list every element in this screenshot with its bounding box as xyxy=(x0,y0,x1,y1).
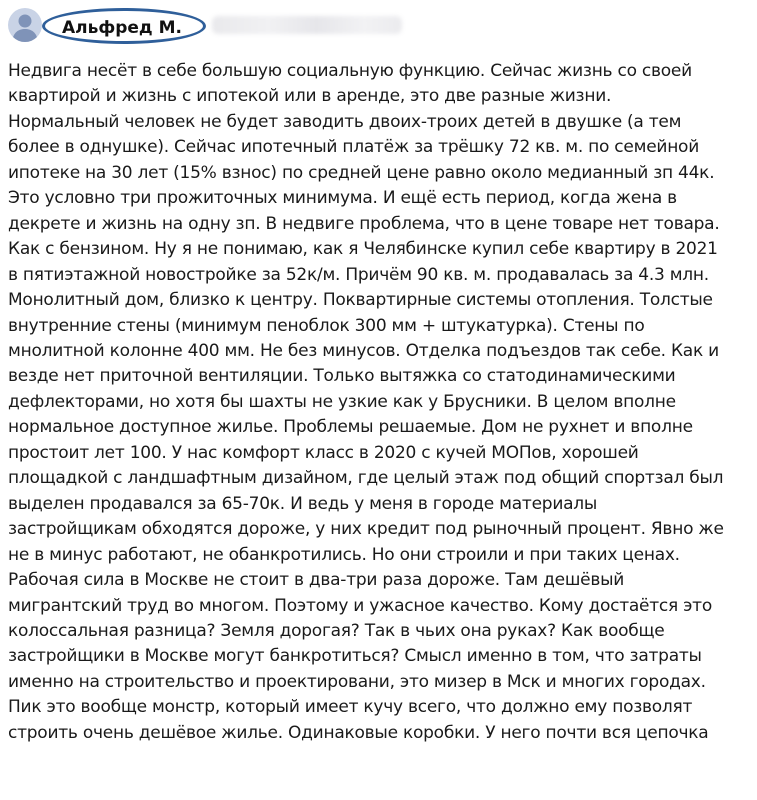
post-text-line: Пик это вообще монстр, который имеет кучу всего, что должно ему позволят xyxy=(8,697,693,718)
post-text-line: мигрантский труд во многом. Поэтому и ужасное качество. Кому достаётся это xyxy=(8,595,712,616)
post-text-line: нормальное доступное жилье. Проблемы решаемые. Дом не рухнет и вполне xyxy=(8,417,693,438)
author-name-highlight xyxy=(42,8,206,44)
post-text-line: застройщики в Москве могут банкротиться? Смысл именно в том, что затраты xyxy=(8,646,702,667)
post-text-line: внутренние стены (минимум пеноблок 300 мм + штукатурка). Стены по xyxy=(8,315,645,336)
post-text-line: более в однушке). Сейчас ипотечный платёж за трёшку 72 кв. м. по семейной xyxy=(8,137,700,158)
post-text-line: Как с бензином. Ну я не понимаю, как я Челябинске купил себе квартиру в 2021 xyxy=(8,239,718,260)
post-body xyxy=(8,59,757,746)
post-text-line: колоссальная разница? Земля дорогая? Так в чьих она руках? Как вообще xyxy=(8,620,665,641)
post-text-line: площадкой с ландшафтным дизайном, где целый этаж под общий спортзал был xyxy=(8,468,724,489)
post-text-line: Недвига несёт в себе большую социальную функцию. Сейчас жизнь со своей xyxy=(8,61,692,81)
post-text-line: застройщикам обходятся дороже, у них кредит под рыночный процент. Явно же xyxy=(8,519,724,540)
post-text-line: выделен продавался за 65-70к. И ведь у меня в городе материалы xyxy=(8,493,598,514)
post-text-line: Монолитный дом, близко к центру. Поквартирные системы отопления. Толстые xyxy=(8,290,713,311)
post-text-line: Нормальный человек не будет заводить двоих-троих детей в двушке (а тем xyxy=(8,111,682,132)
post-text-line: декрете и жизнь на одну зп. В недвиге проблема, что в цене товаре нет товара. xyxy=(8,213,720,234)
post-text-line: в пятиэтажной новостройке за 52к/м. Причём 90 кв. м. продавалась за 4.3 млн. xyxy=(8,264,709,285)
post-text-line: простоит лет 100. У нас комфорт класс в 2020 с кучей МОПов, хорошей xyxy=(8,442,639,463)
post-text-line: Это условно три прожиточных минимума. И ещё есть период, когда жена в xyxy=(8,188,677,209)
user-avatar-icon[interactable] xyxy=(8,8,42,42)
post-text-line: мнолитной колонне 400 мм. Не без минусов. Отделка подъездов так себе. Как и xyxy=(8,340,719,361)
post-text-line: квартирой и жизнь с ипотекой или в аренде, это две разные жизни. xyxy=(8,86,612,107)
post-text-line: везде нет приточной вентиляции. Только вытяжка со статодинамическими xyxy=(8,366,676,387)
post-text-line: не в минус работают, не обанкротились. Но они строили и при таких ценах. xyxy=(8,544,680,565)
post-text-line: строить очень дешёвое жилье. Одинаковые коробки. У него почти вся цепочка xyxy=(8,722,709,743)
blurred-metadata xyxy=(212,16,402,34)
post-header xyxy=(0,0,757,50)
post-text-line: дефлекторами, но хотя бы шахты не узкие как у Брусники. В целом вполне xyxy=(8,391,676,412)
post-text-line: Рабочая сила в Москве не стоит в два-три раза дороже. Там дешёвый xyxy=(8,570,625,591)
avatar-silhouette-icon xyxy=(8,8,42,42)
author-name[interactable]: Альфред М. xyxy=(62,18,182,38)
post-text-line: именно на строительство и проектировани, это мизер в Мск и многих городах. xyxy=(8,671,706,692)
post-text-line: ипотеке на 30 лет (15% взнос) по средней цене равно около медианный зп 44к. xyxy=(8,162,715,183)
